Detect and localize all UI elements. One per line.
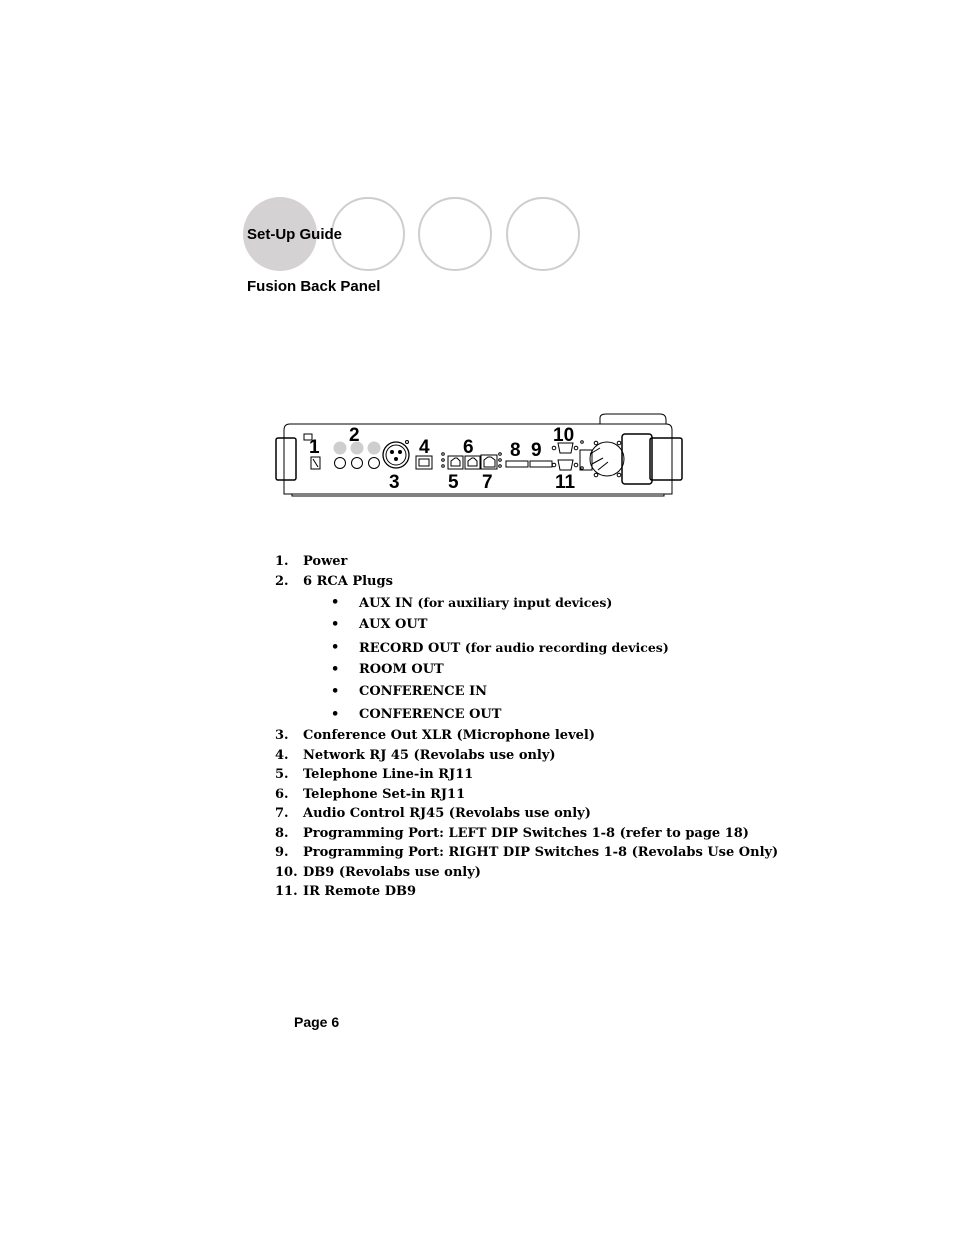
bullet: •	[331, 617, 340, 632]
sub-label: AUX OUT	[359, 617, 428, 632]
sub-note: (for auxiliary input devices)	[417, 595, 613, 610]
callout-6: 6	[463, 437, 474, 458]
list-label: 6 RCA Plugs	[303, 574, 393, 589]
list-label: Programming Port: RIGHT DIP Switches 1-8 (Revolabs Use Only)	[303, 845, 779, 860]
sub-label: RECORD OUT	[359, 641, 461, 656]
list-number: 5.	[275, 767, 289, 782]
callout-3: 3	[389, 472, 400, 493]
callout-2: 2	[349, 425, 360, 446]
bullet: •	[331, 684, 340, 699]
callout-7: 7	[482, 472, 493, 493]
list-label: IR Remote DB9	[303, 884, 417, 899]
callout-1: 1	[309, 437, 320, 458]
list-label: Network RJ 45 (Revolabs use only)	[303, 748, 556, 763]
section-tab-circle	[506, 197, 580, 271]
list-number: 9.	[275, 845, 289, 860]
page-number: Page 6	[294, 1014, 340, 1030]
sub-label: CONFERENCE OUT	[359, 707, 502, 722]
section-title: Set-Up Guide	[247, 226, 343, 243]
sub-note: (for audio recording devices)	[464, 640, 669, 655]
list-number: 11.	[275, 884, 298, 899]
callout-8: 8	[510, 440, 521, 461]
list-label: Power	[303, 554, 348, 569]
callout-10: 10	[553, 425, 575, 446]
list-label: Telephone Set-in RJ11	[303, 787, 466, 802]
list-number: 1.	[275, 554, 289, 569]
section-tab-circle	[418, 197, 492, 271]
list-number: 3.	[275, 728, 289, 743]
callout-4: 4	[419, 437, 430, 458]
back-panel-diagram	[270, 412, 686, 498]
list-label: Telephone Line-in RJ11	[303, 767, 474, 782]
bullet: •	[331, 707, 340, 722]
section-tab-circle	[331, 197, 405, 271]
callout-5: 5	[448, 472, 459, 493]
sub-label: CONFERENCE IN	[359, 684, 488, 699]
page-title: Fusion Back Panel	[247, 278, 381, 295]
bullet: •	[331, 595, 340, 610]
list-number: 10.	[275, 865, 298, 880]
list-label: Conference Out XLR (Microphone level)	[303, 728, 595, 743]
callout-11: 11	[555, 472, 576, 493]
list-label: Audio Control RJ45 (Revolabs use only)	[303, 806, 591, 821]
bullet: •	[331, 662, 340, 677]
list-number: 8.	[275, 826, 289, 841]
list-label: Programming Port: LEFT DIP Switches 1-8 (refer to page 18)	[303, 826, 749, 841]
list-number: 6.	[275, 787, 289, 802]
callout-9: 9	[531, 440, 542, 461]
sub-label: AUX IN	[359, 596, 413, 611]
bullet: •	[331, 640, 340, 655]
list-number: 7.	[275, 806, 289, 821]
list-number: 2.	[275, 574, 289, 589]
list-number: 4.	[275, 748, 289, 763]
list-label: DB9 (Revolabs use only)	[303, 865, 481, 880]
sub-label: ROOM OUT	[359, 662, 444, 677]
